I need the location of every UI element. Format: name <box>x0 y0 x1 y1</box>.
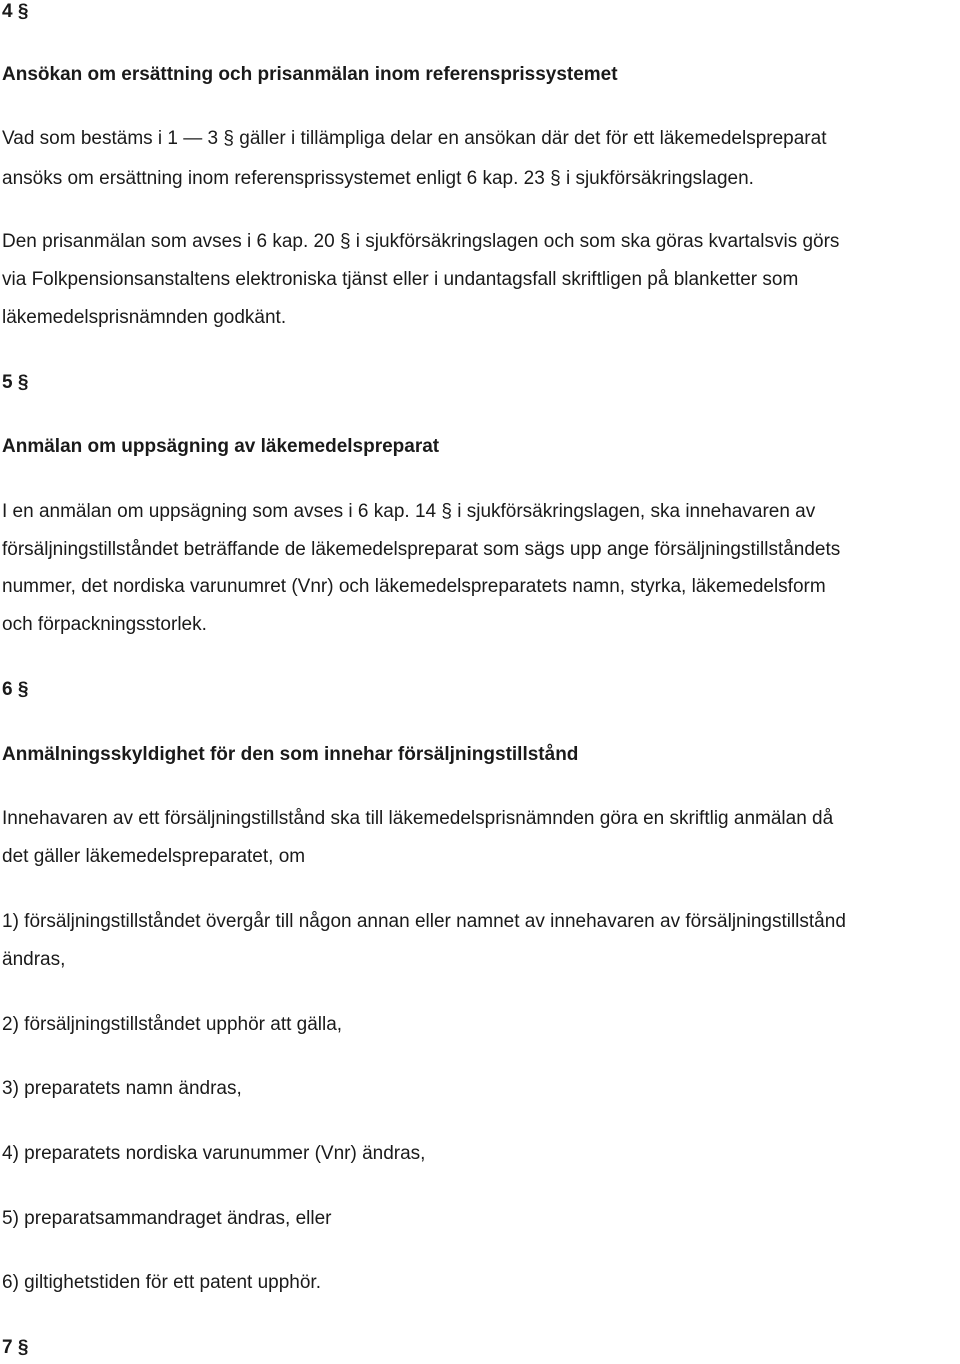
paragraph-line: via Folkpensionsanstaltens elektroniska tjänst eller i undantagsfall skriftligen på blanketter som <box>2 269 799 290</box>
paragraph-line: I en anmälan om uppsägning som avses i 6 kap. 14 § i sjukförsäkringslagen, ska innehavaren av <box>2 501 816 522</box>
paragraph-line: Vad som bestäms i 1 — 3 § gäller i tillämpliga delar en ansökan där det för ett läkemedelspreparat <box>2 128 827 149</box>
section-heading: Anmälan om uppsägning av läkemedelspreparat <box>2 436 440 457</box>
paragraph-line: ansöks om ersättning inom referensprissystemet enligt 6 kap. 23 § i sjukförsäkringslagen. <box>2 168 754 189</box>
section-number: 5 § <box>2 372 29 393</box>
list-item: 2) försäljningstillståndet upphör att gälla, <box>2 1014 343 1035</box>
section-number: 7 § <box>2 1337 29 1358</box>
section-heading: Ansökan om ersättning och prisanmälan inom referensprissystemet <box>2 64 618 85</box>
section-number: 6 § <box>2 679 29 700</box>
paragraph-line: nummer, det nordiska varunumret (Vnr) och läkemedelspreparatets namn, styrka, läkemedelsform <box>2 576 826 597</box>
list-item: 1) försäljningstillståndet övergår till någon annan eller namnet av innehavaren av försäljningstillstånd <box>2 911 846 932</box>
list-item-continuation: ändras, <box>2 949 66 970</box>
paragraph-line: försäljningstillståndet beträffande de läkemedelspreparat som sägs upp ange försäljningstillståndets <box>2 539 841 560</box>
paragraph-line: och förpackningsstorlek. <box>2 614 207 635</box>
paragraph-line: läkemedelsprisnämnden godkänt. <box>2 307 287 328</box>
paragraph-line: Innehavaren av ett försäljningstillstånd ska till läkemedelsprisnämnden göra en skriftlig anmälan då <box>2 808 834 829</box>
list-item: 5) preparatsammandraget ändras, eller <box>2 1208 332 1229</box>
paragraph-line: det gäller läkemedelspreparatet, om <box>2 846 306 867</box>
section-heading: Anmälningsskyldighet för den som innehar försäljningstillstånd <box>2 744 579 765</box>
list-item: 4) preparatets nordiska varunummer (Vnr) ändras, <box>2 1143 426 1164</box>
section-number: 4 § <box>2 1 29 22</box>
paragraph-line: Den prisanmälan som avses i 6 kap. 20 § i sjukförsäkringslagen och som ska göras kvartalsvis görs <box>2 231 840 252</box>
list-item: 6) giltighetstiden för ett patent upphör. <box>2 1272 321 1293</box>
list-item: 3) preparatets namn ändras, <box>2 1078 242 1099</box>
